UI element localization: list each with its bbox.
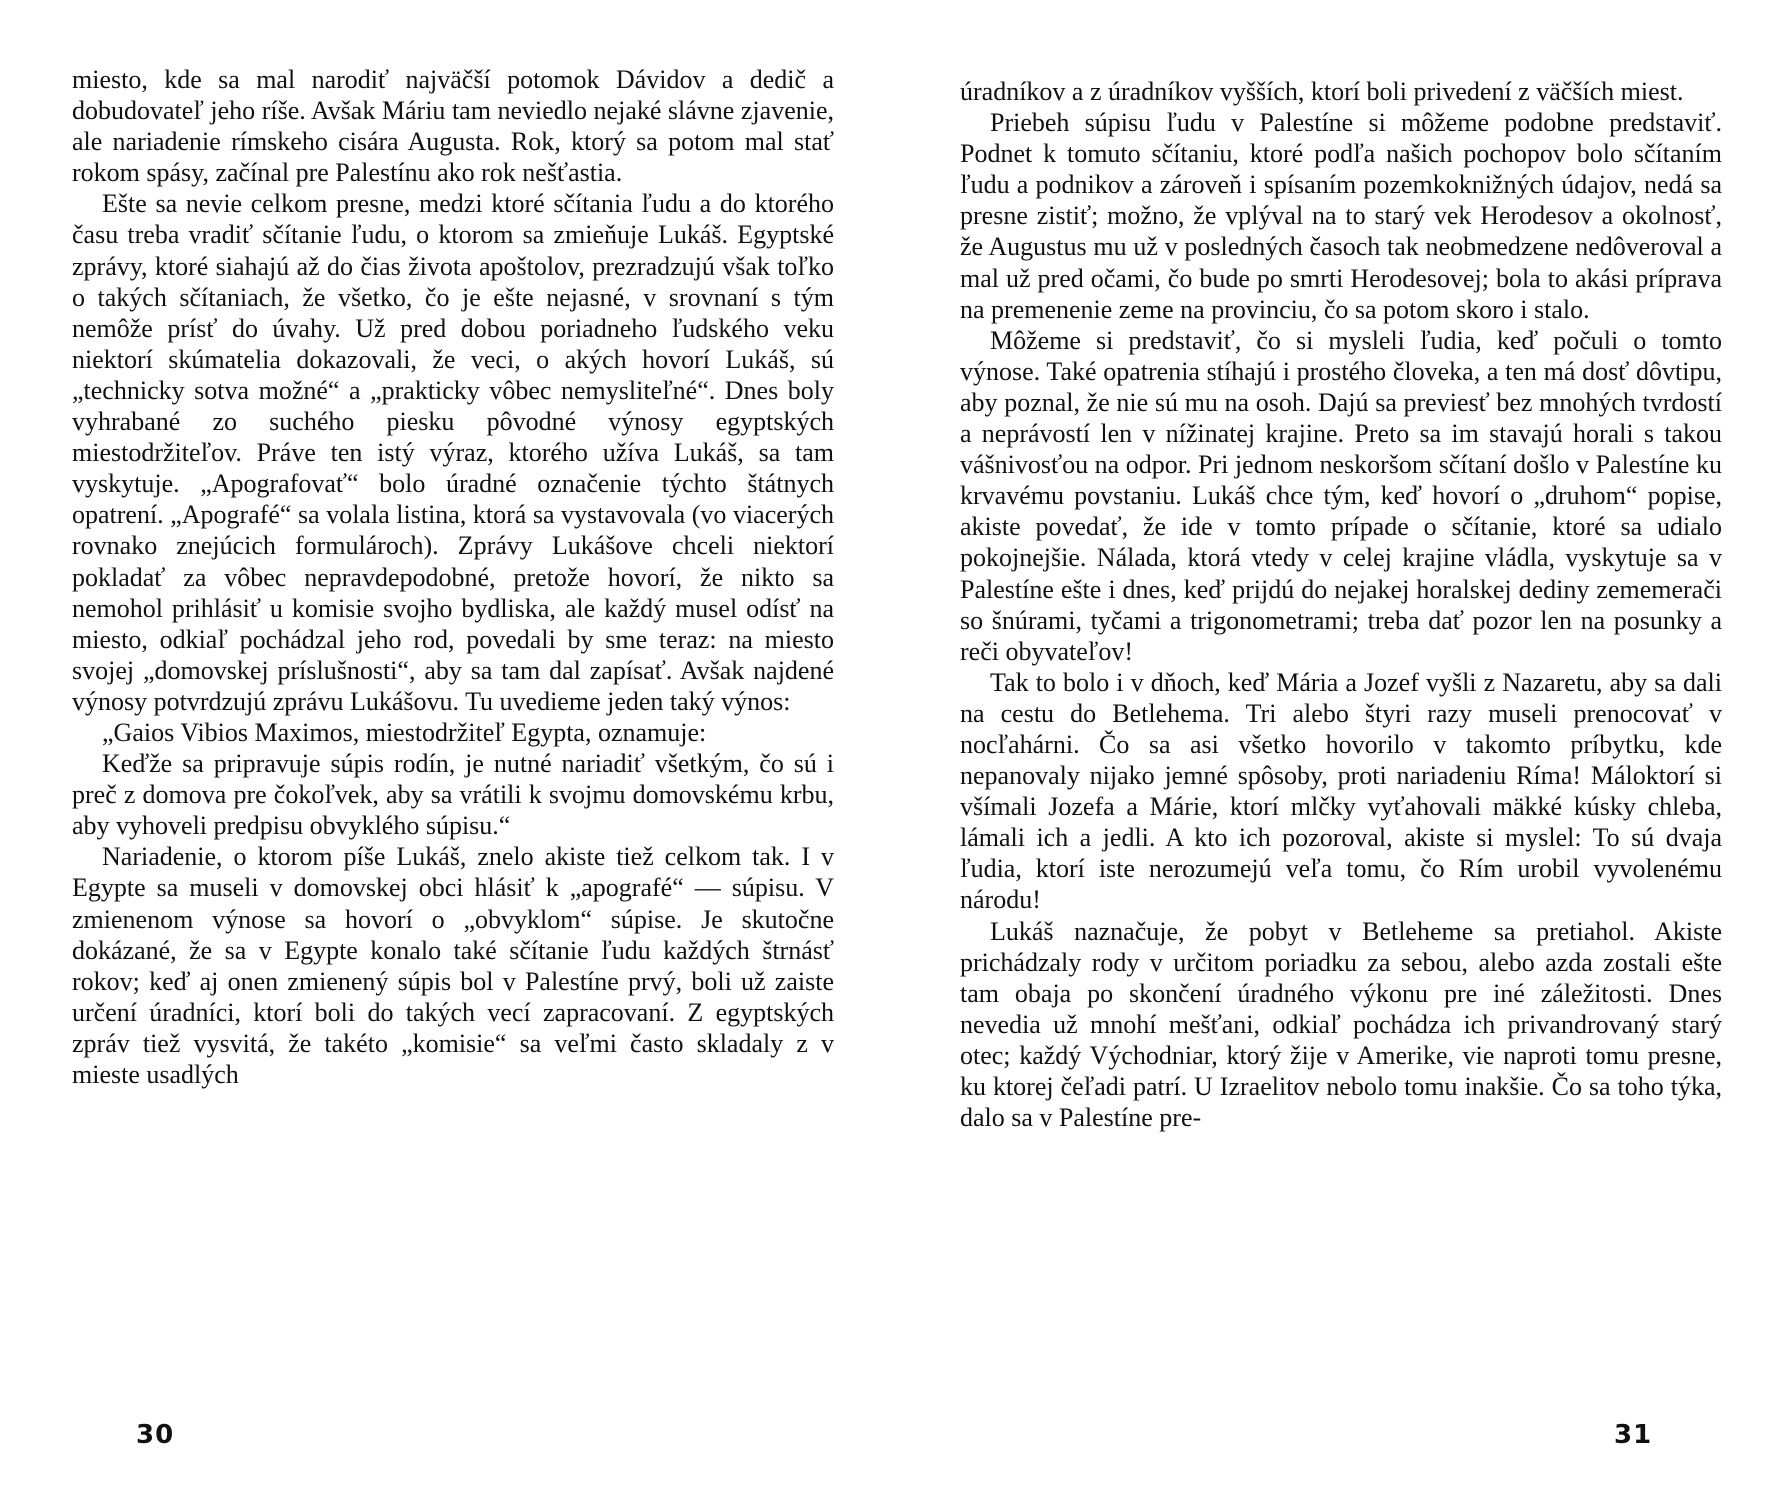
left-page-text (72, 64, 834, 1090)
left-paragraph-5: Nariadenie, o ktorom píše Lukáš, znelo akiste tiež celkom tak. I v Egypte sa museli v domovskej obci hlásiť k „apografé“ — súpisu. V zmienenom výnose sa hovorí o „obvyklom“ súpise. Je skutočne dokázané, že sa v Egypte konalo také sčítanie ľudu každých štrnásť rokov; keď aj onen zmienený súpis bol v Palestíne prvý, boli už zaiste určení úradníci, ktorí boli do takých vecí zapracovaní. Z egyptských zpráv tiež vysvitá, že takéto „komisie“ sa veľmi často skladaly z v mieste usadlých (72, 842, 834, 1089)
right-paragraph-2: Priebeh súpisu ľudu v Palestíne si môžeme podobne predstaviť. Podnet k tomuto sčítaniu, ktoré podľa našich pochopov bolo sčítaním ľudu a podnikov a zároveň i spísaním pozemkoknižných údajov, nedá sa presne zistiť; možno, že vplýval na to starý vek Herodesov a okolnosť, že Augustus mu už v posledných časoch tak neobmedzene nedôveroval a mal už pred očami, čo bude po smrti Herodesovej; bola to akási príprava na premenenie zeme na provinciu, čo sa potom skoro i stalo. (960, 108, 1722, 324)
right-page (892, 0, 1784, 1500)
right-page-number: 31 (1614, 1420, 1653, 1450)
right-page-text (960, 76, 1722, 1133)
right-paragraph-5: Lukáš naznačuje, že pobyt v Betleheme sa pretiahol. Akiste prichádzaly rody v určitom poriadku za sebou, alebo azda zostali ešte tam obaja po skončení úradného výkonu pre iné záležitosti. Dnes nevedia už mnohí mešťani, odkiaľ pochádza ich privandrovaný starý otec; každý Východniar, ktorý žije v Amerike, vie naproti tomu presne, ku ktorej čeľadi patrí. U Izraelitov nebolo tomu inakšie. Čo sa toho týka, dalo sa v Palestíne pre- (960, 916, 1722, 1133)
right-paragraph-4: Tak to bolo i v dňoch, keď Mária a Jozef vyšli z Nazaretu, aby sa dali na cestu do Betlehema. Tri alebo štyri razy museli prenocovať v nocľahárni. Čo sa asi všetko hovorilo v takomto príbytku, kde nepanovaly nijako jemné spôsoby, proti nariadeniu Ríma! Máloktorí si všímali Jozefa a Márie, ktorí mlčky vyťahovali mäkké kúsky chleba, lámali ich a jedli. A kto ich pozoroval, akiste si myslel: To sú dvaja ľudia, ktorí iste nerozumejú veľa tomu, čo Rím urobil vyvolenému národu! (960, 667, 1722, 915)
left-paragraph-3: „Gaios Vibios Maximos, miestodržiteľ Egypta, oznamuje: (102, 717, 707, 747)
right-paragraph-3: Môžeme si predstaviť, čo si mysleli ľudia, keď počuli o tomto výnose. Také opatrenia stíhajú i prostého človeka, a ten má dosť dôvtipu, aby poznal, že nie sú mu na osoh. Dajú sa previesť bez mnohých tvrdostí a neprávostí len v nížinatej krajine. Preto sa im stavajú horali s takou vášnivosťou na odpor. Pri jednom neskoršom sčítaní došlo v Palestíne ku krvavému povstaniu. Lukáš chce tým, keď hovorí o „druhom“ popise, akiste povedať, že ide v tomto prípade o sčítanie, ktoré sa udialo pokojnejšie. Nálada, ktorá vtedy v celej krajine vládla, vyskytuje sa v Palestíne ešte i dnes, keď prijdú do nejakej horalskej dediny zememerači so šnúrami, tyčami a trigonometrami; treba dať pozor len na posunky a reči obyvateľov! (960, 325, 1722, 666)
left-paragraph-4: Keďže sa pripravuje súpis rodín, je nutné nariadiť všetkým, čo sú i preč z domova pre čokoľvek, aby sa vrátili k svojmu domovskému krbu, aby vyhoveli predpisu obvyklého súpisu.“ (72, 749, 834, 841)
left-paragraph-1: miesto, kde sa mal narodiť najväčší potomok Dávidov a dedič a dobudovateľ jeho ríše. Avšak Máriu tam neviedlo nejaké slávne zjavenie, ale nariadenie rímskeho cisára Augusta. Rok, ktorý sa potom mal stať rokom spásy, začínal pre Palestínu ako rok nešťastia. (72, 65, 834, 188)
left-paragraph-2: Ešte sa nevie celkom presne, medzi ktoré sčítania ľudu a do ktorého času treba vradiť sčítanie ľudu, o ktorom sa zmieňuje Lukáš. Egyptské zprávy, ktoré siahajú až do čias života apoštolov, prezradzujú však toľko o takých sčítaniach, že všetko, čo je ešte nejasné, v srovnaní s tým nemôže prísť do úvahy. Už pred dobou poriadneho ľudského veku niektorí skúmatelia dokazovali, že veci, o akých hovorí Lukáš, sú „technicky sotva možné“ a „prakticky vôbec nemysliteľné“. Dnes boly vyhrabané zo suchého piesku pôvodné výnosy egyptských miestodržiteľov. Práve ten istý výraz, ktorého užíva Lukáš, sa tam vyskytuje. „Apografovať“ bolo úradné označenie týchto štátnych opatrení. „Apografé“ sa volala listina, ktorá sa vystavovala (vo viacerých rovnako znejúcich formulároch). Zprávy Lukášove chceli niektorí pokladať za vôbec nepravdepodobné, pretože hovorí, že nikto sa nemohol prihlásiť u komisie svojho bydliska, ale každý musel odísť na miesto, odkiaľ pochádzal jeho rod, povedali by sme teraz: na miesto svojej „domovskej príslušnosti“, aby sa tam dal zapísať. Avšak najdené výnosy potvrdzujú zprávu Lukášovu. Tu uvedieme jeden taký výnos: (72, 189, 834, 716)
left-page-number: 30 (136, 1420, 175, 1450)
right-paragraph-1: úradníkov a z úradníkov vyšších, ktorí boli privedení z väčších miest. (960, 77, 1684, 106)
